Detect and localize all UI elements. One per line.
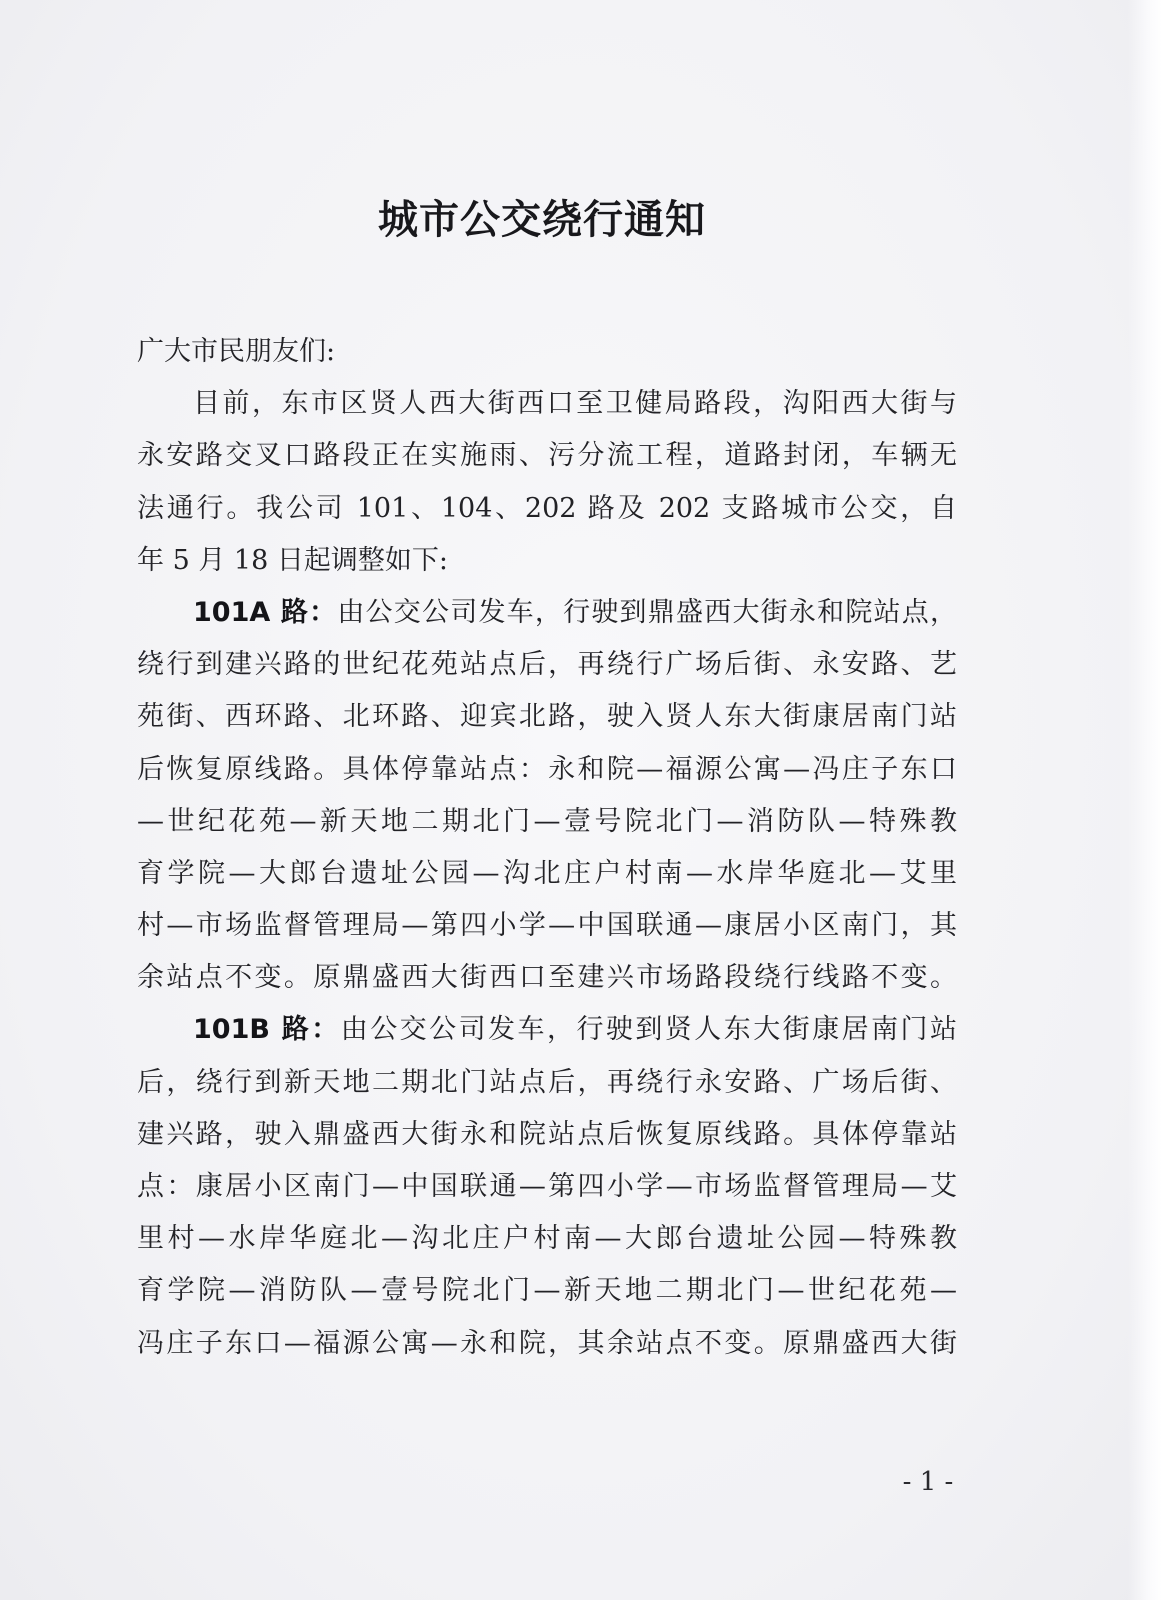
page-number: - 1 - <box>902 1467 954 1497</box>
route-101b-line: 里村—水岸华庭北—沟北庄户村南—大郎台遗址公园—特殊教 <box>137 1223 957 1255</box>
route-101a-line: 村—市场监督管理局—第四小学—中国联通—康居小区南门，其 <box>137 910 957 942</box>
scan-edge <box>1128 0 1162 1600</box>
route-101a-line: —世纪花苑—新天地二期北门—壹号院北门—消防队—特殊教 <box>137 805 957 837</box>
route-101a-line <box>137 587 957 639</box>
route-101a-text: 由公交公司发车，行驶到鼎盛西大街永和院站点， <box>337 596 957 628</box>
salutation: 广大市民朋友们: <box>137 336 336 367</box>
route-101b-line <box>137 1004 957 1056</box>
intro-line: 法通行。我公司 101、104、202 路及 202 支路城市公交，自 <box>137 492 957 524</box>
intro-line: 年 5 月 18 日起调整如下: <box>137 544 448 576</box>
route-101a-line: 余站点不变。原鼎盛西大街西口至建兴市场路段绕行线路不变。 <box>137 962 957 994</box>
route-101a-line: 苑街、西环路、北环路、迎宾北路，驶入贤人东大街康居南门站 <box>137 701 957 733</box>
route-101b-label: 101B 路： <box>193 1014 341 1046</box>
route-101a-line: 后恢复原线路。具体停靠站点：永和院—福源公寓—冯庄子东口 <box>137 753 957 785</box>
route-101a-line: 育学院—大郎台遗址公园—沟北庄户村南—水岸华庭北—艾里 <box>137 857 957 889</box>
document-body <box>137 326 957 1370</box>
intro-line: 目前，东市区贤人西大街西口至卫健局路段，沟阳西大街与 <box>193 388 957 420</box>
route-101b-text: 由公交公司发车，行驶到贤人东大街康居南门站 <box>340 1014 957 1046</box>
route-101b-line: 育学院—消防队—壹号院北门—新天地二期北门—世纪花苑— <box>137 1275 957 1307</box>
intro-line: 永安路交叉口路段正在实施雨、污分流工程，道路封闭，车辆无 <box>137 440 957 472</box>
document-title: 城市公交绕行通知 <box>378 196 706 243</box>
route-101b-line: 点：康居小区南门—中国联通—第四小学—市场监督管理局—艾 <box>137 1171 957 1202</box>
route-101b-line: 冯庄子东口—福源公寓—永和院，其余站点不变。原鼎盛西大街 <box>137 1327 957 1359</box>
route-101b-line: 建兴路，驶入鼎盛西大街永和院站点后恢复原线路。具体停靠站 <box>137 1118 957 1150</box>
route-101a-line: 绕行到建兴路的世纪花苑站点后，再绕行广场后街、永安路、艺 <box>137 649 957 681</box>
route-101a-label: 101A 路： <box>193 596 338 628</box>
route-101b-line: 后，绕行到新天地二期北门站点后，再绕行永安路、广场后街、 <box>137 1066 957 1098</box>
